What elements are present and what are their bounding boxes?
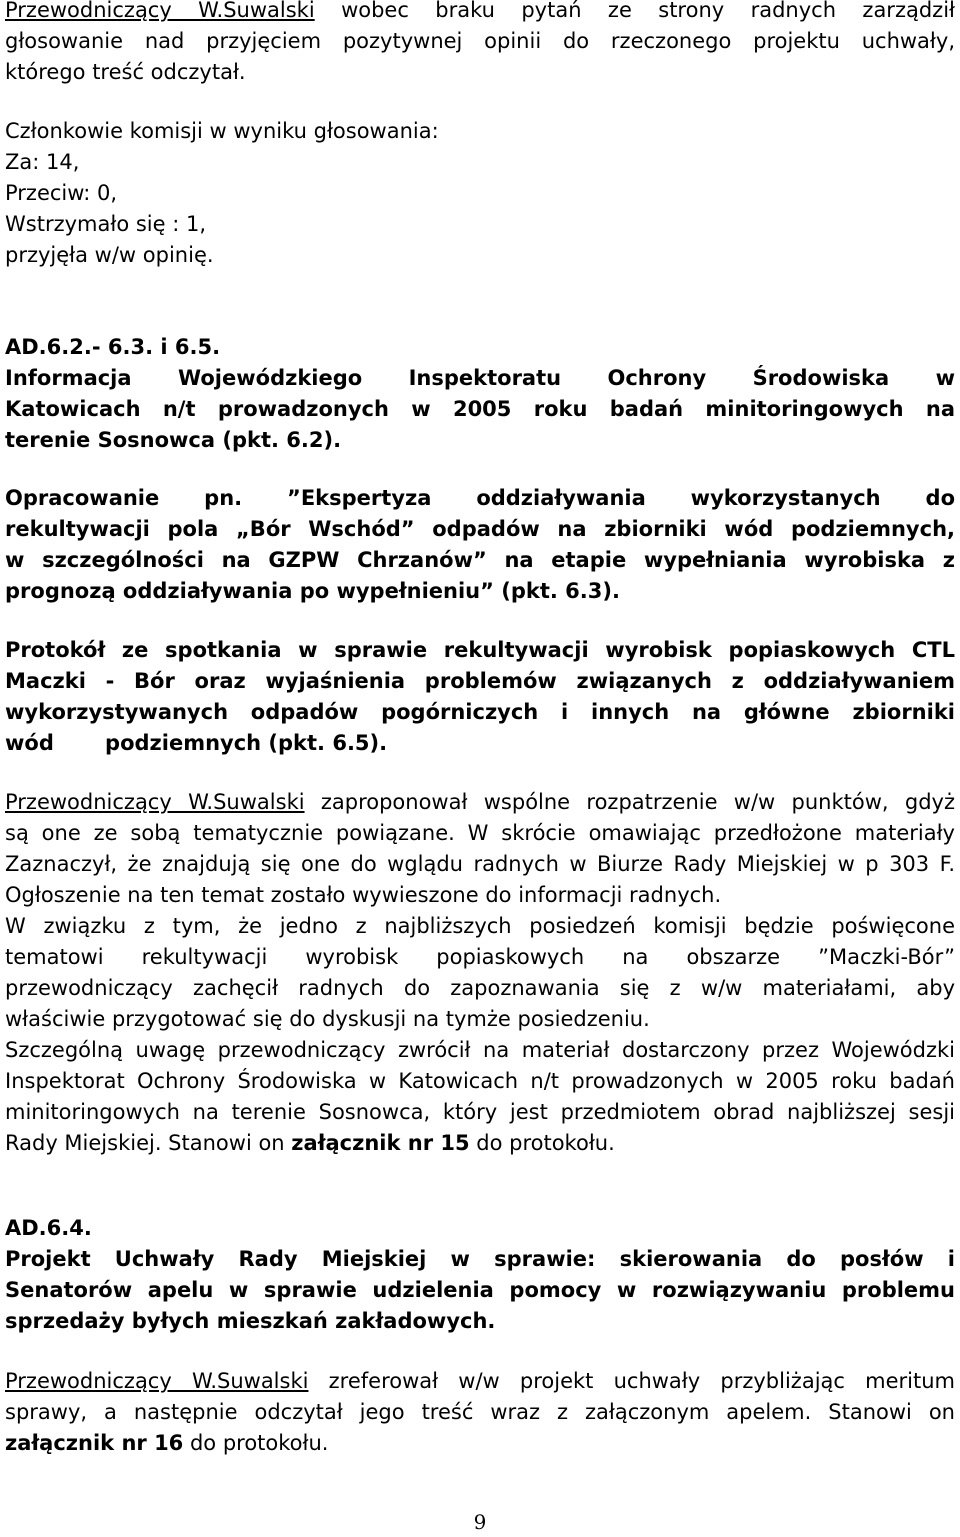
paragraph-line bbox=[5, 1366, 955, 1397]
agenda-item-6-4 bbox=[5, 1213, 955, 1337]
agenda-title-line: Maczki - Bór oraz wyjaśnienia problemów związanych z oddziaływaniem bbox=[5, 669, 955, 693]
agenda-title-line: Katowicach n/t prowadzonych w 2005 roku badań minitoringowych na bbox=[5, 397, 955, 421]
paragraph-discussion bbox=[5, 787, 955, 1159]
paragraph-line: Szczególną uwagę przewodniczący zwrócił na materiał dostarczony przez Wojewódzki bbox=[5, 1038, 955, 1062]
paragraph-line: którego treść odczytał. bbox=[5, 60, 246, 84]
agenda-title-line: sprzedaży byłych mieszkań zakładowych. bbox=[5, 1309, 496, 1333]
agenda-title-line: Informacja Wojewódzkiego Inspektoratu Ochrony Środowiska w bbox=[5, 366, 955, 390]
vote-for: Za: 14, bbox=[5, 150, 80, 174]
paragraph-line: głosowanie nad przyjęciem pozytywnej opinii do rzeczonego projektu uchwały, bbox=[5, 29, 955, 53]
paragraph-intro bbox=[5, 0, 955, 88]
paragraph-line: tematowi rekultywacji wyrobisk popiaskowych na obszarze ”Maczki-Bór” bbox=[5, 945, 955, 969]
agenda-title-line: prognozą oddziaływania po wypełnieniu” (pkt. 6.3). bbox=[5, 579, 620, 603]
paragraph-line bbox=[5, 0, 955, 26]
agenda-code: AD.6.2.- 6.3. i 6.5. bbox=[5, 335, 221, 359]
attachment-ref: załącznik nr 16 bbox=[5, 1431, 184, 1455]
page-number: 9 bbox=[473, 1510, 487, 1534]
paragraph-line bbox=[5, 1128, 955, 1159]
agenda-title-line: wykorzystywanych odpadów pogórniczych i innych na główne zbiorniki bbox=[5, 700, 955, 724]
paragraph-line: sprawy, a następnie odczytał jego treść wraz z załączonym apelem. Stanowi on bbox=[5, 1400, 955, 1424]
agenda-item-6-2 bbox=[5, 332, 955, 456]
text-run: Rady Miejskiej. Stanowi on bbox=[5, 1131, 292, 1155]
text-run: wobec braku pytań ze strony radnych zarządził bbox=[314, 0, 955, 22]
agenda-title-line: terenie Sosnowca (pkt. 6.2). bbox=[5, 428, 342, 452]
paragraph-resolution bbox=[5, 1366, 955, 1459]
agenda-title-line: Senatorów apelu w sprawie udzielenia pomocy w rozwiązywaniu problemu bbox=[5, 1278, 955, 1302]
agenda-code: AD.6.4. bbox=[5, 1216, 92, 1240]
agenda-title-line: Protokół ze spotkania w sprawie rekultywacji wyrobisk popiaskowych CTL bbox=[5, 638, 955, 662]
paragraph-line: Ogłoszenie na ten temat zostało wywieszone do informacji radnych. bbox=[5, 883, 722, 907]
agenda-title-line: Projekt Uchwały Rady Miejskiej w sprawie: skierowania do posłów i bbox=[5, 1247, 955, 1271]
agenda-title-line: Opracowanie pn. ”Ekspertyza oddziaływania wykorzystanych do bbox=[5, 486, 955, 510]
text-run: do protokołu. bbox=[469, 1131, 615, 1155]
paragraph-line: są one ze sobą tematycznie powiązane. W skrócie omawiając przedłożone materiały bbox=[5, 821, 955, 845]
speaker-name: Przewodniczący W.Suwalski bbox=[5, 790, 305, 814]
paragraph-line: W związku z tym, że jedno z najbliższych posiedzeń komisji będzie poświęcone bbox=[5, 914, 955, 938]
vote-heading: Członkowie komisji w wyniku głosowania: bbox=[5, 119, 439, 143]
paragraph-line: Inspektorat Ochrony Środowiska w Katowicach n/t prowadzonych w 2005 roku badań bbox=[5, 1069, 955, 1093]
agenda-title-line: rekultywacji pola „Bór Wschód” odpadów na zbiorniki wód podziemnych, bbox=[5, 517, 955, 541]
paragraph-line bbox=[5, 787, 955, 818]
agenda-item-6-5 bbox=[5, 635, 955, 759]
paragraph-line: przewodniczący zachęcił radnych do zapoznawania się z w/w materiałami, aby bbox=[5, 976, 955, 1000]
text-run: zaproponował wspólne rozpatrzenie w/w punktów, gdyż bbox=[304, 790, 955, 814]
paragraph-line bbox=[5, 1428, 955, 1459]
attachment-ref: załącznik nr 15 bbox=[291, 1131, 470, 1155]
agenda-item-6-3 bbox=[5, 483, 955, 607]
vote-outcome: przyjęła w/w opinię. bbox=[5, 243, 214, 267]
paragraph-line: minitoringowych na terenie Sosnowca, który jest przedmiotem obrad najbliższej sesji bbox=[5, 1100, 955, 1124]
speaker-name: Przewodniczący W.Suwalski bbox=[5, 0, 315, 22]
paragraph-line: Zaznaczył, że znajdują się one do wglądu radnych w Biurze Rady Miejskiej w p 303 F. bbox=[5, 852, 955, 876]
agenda-title-line: w szczególności na GZPW Chrzanów” na etapie wypełniania wyrobiska z bbox=[5, 548, 955, 572]
speaker-name: Przewodniczący W.Suwalski bbox=[5, 1369, 309, 1393]
paragraph-line: właściwie przygotować się do dyskusji na tymże posiedzeniu. bbox=[5, 1007, 650, 1031]
text-run: do protokołu. bbox=[183, 1431, 329, 1455]
vote-abstain: Wstrzymało się : 1, bbox=[5, 212, 206, 236]
agenda-title-line: wód podziemnych (pkt. 6.5). bbox=[5, 731, 388, 755]
text-run: zreferował w/w projekt uchwały przybliżając meritum bbox=[308, 1369, 955, 1393]
vote-result bbox=[5, 116, 955, 271]
vote-against: Przeciw: 0, bbox=[5, 181, 118, 205]
